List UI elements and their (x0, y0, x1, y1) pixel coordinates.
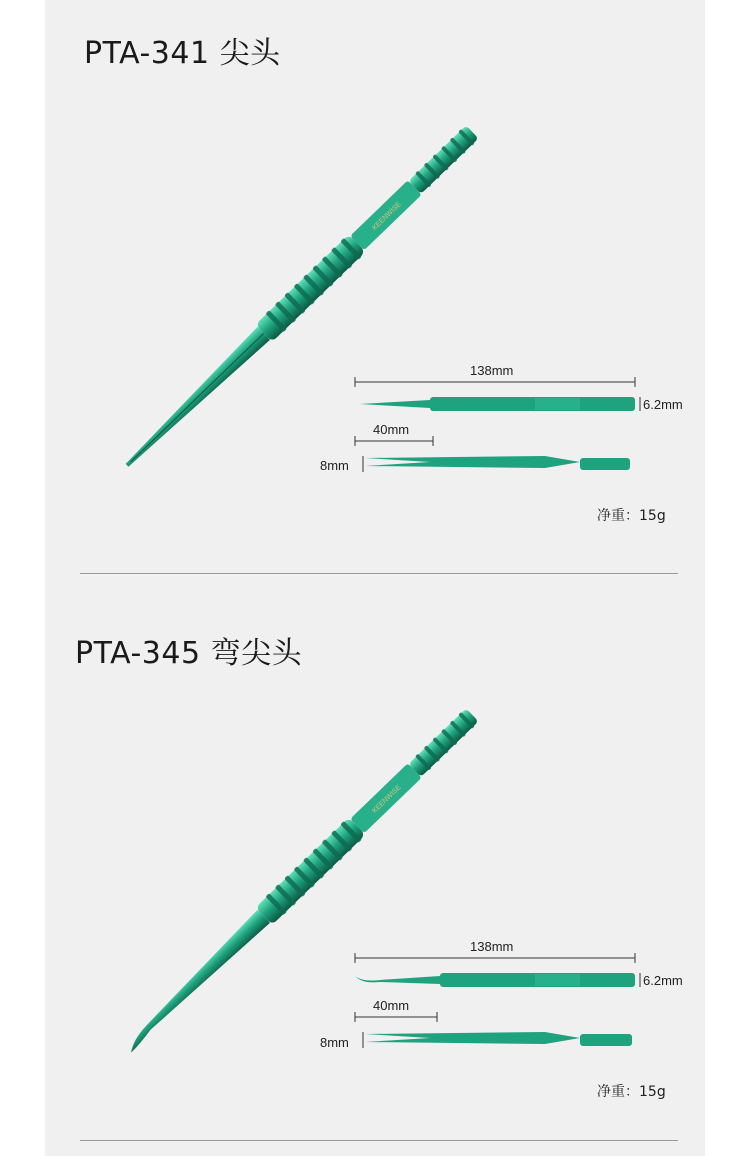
width-label: 8mm (320, 458, 349, 473)
brand-engraving: KEENWISE (371, 200, 403, 232)
weight-label: 净重：15g (597, 1084, 666, 1100)
product-title: PTA-341 尖头 (84, 36, 281, 71)
thickness-label: 6.2mm (643, 397, 683, 412)
product-title: PTA-345 弯尖头 (75, 636, 303, 671)
weight-label: 净重：15g (597, 508, 666, 524)
length-label: 138mm (470, 939, 514, 954)
tip-length-label: 40mm (373, 422, 410, 437)
tip-length-label: 40mm (373, 998, 410, 1013)
length-label: 138mm (470, 363, 514, 378)
section-divider (80, 1140, 678, 1141)
width-label: 8mm (320, 1035, 349, 1050)
brand-engraving: KEENWISE (371, 783, 403, 815)
thickness-label: 6.2mm (643, 973, 683, 988)
